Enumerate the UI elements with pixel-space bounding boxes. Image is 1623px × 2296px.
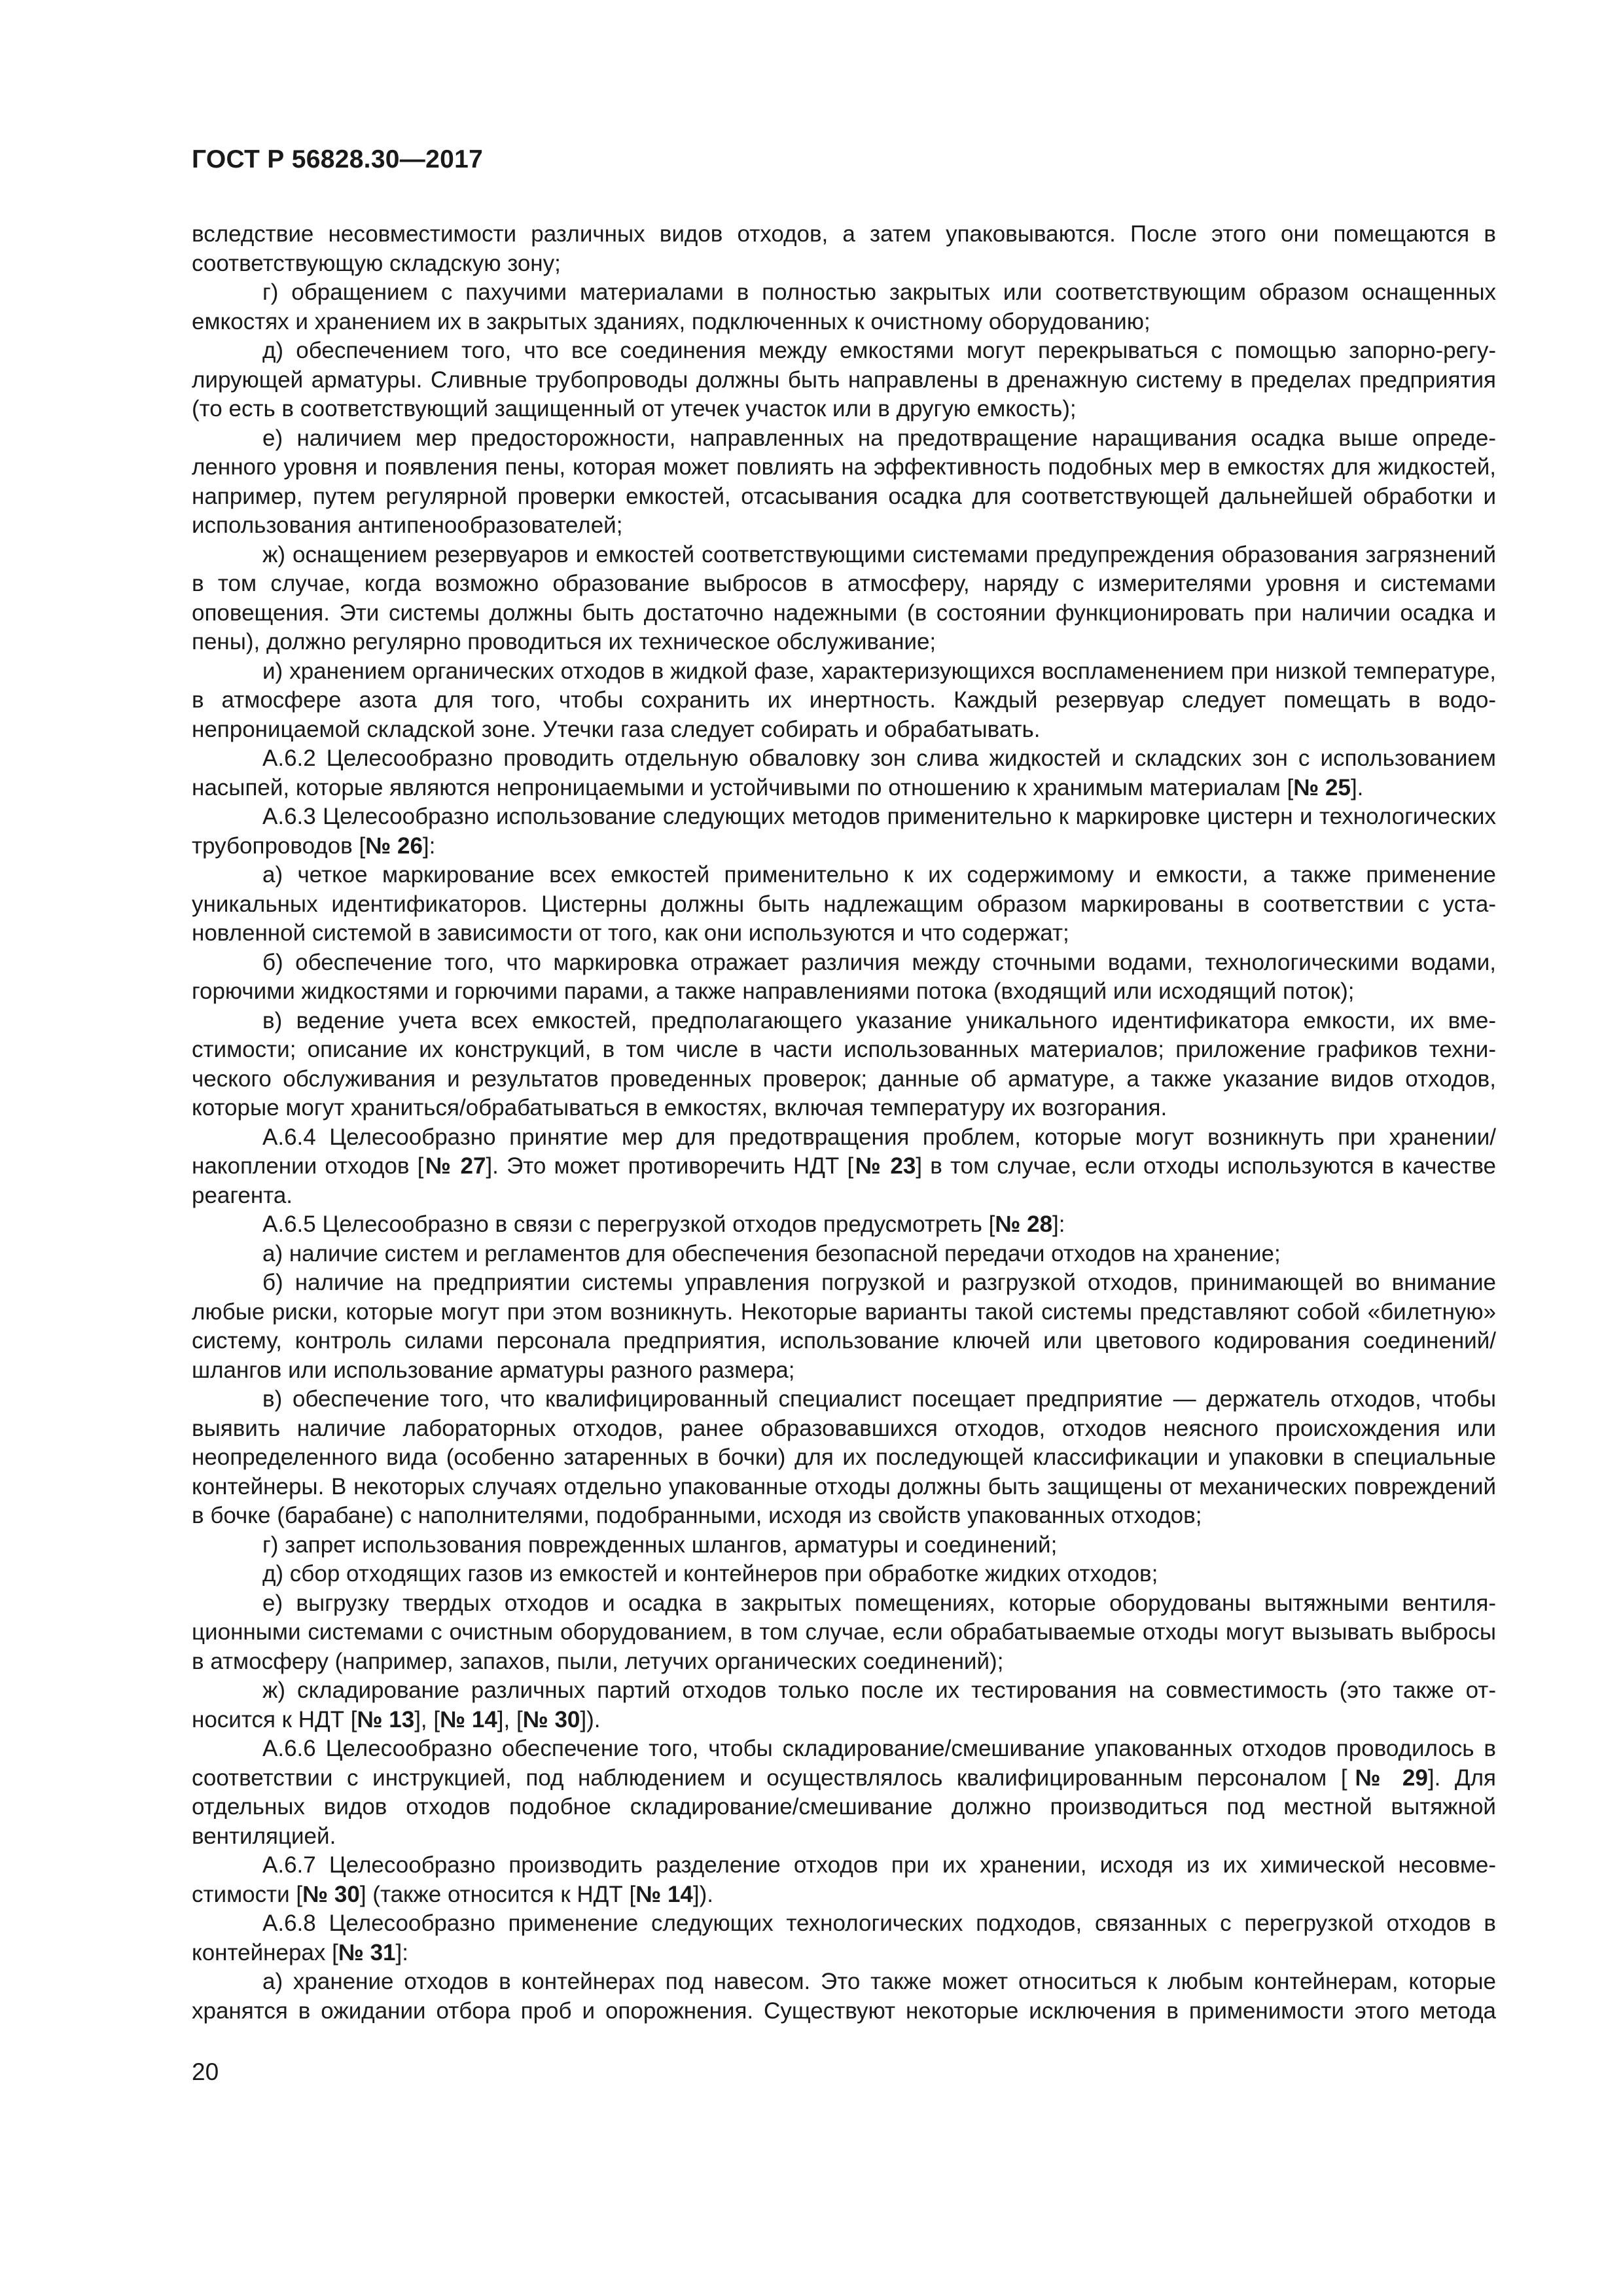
paragraph: д) обеспечением того, что все соединения между емкостями могут перекрываться с помощью запорно-регулирующей арматуры. Сливные трубопроводы должны быть направлены в дренажную систему в пределах предприятия (то есть в соответствующий защищенный от утечек участок или в другую емкость); [192,338,1496,422]
paragraph: б) наличие на предприятии системы управления погрузкой и разгрузкой отходов, принимающей во внимание любые риски, которые могут при этом возникнуть. Некоторые варианты такой системы представляют собой «билетную» систему, контроль силами персонала предприятия, использование ключей или цветового кодирования соединений/шлангов или использование арматуры разного размера; [192,1270,1496,1383]
paragraph: А.6.2 Целесообразно проводить отдельную обваловку зон слива жидкостей и складских зон с использованием насыпей, которые являются непроницаемыми и устойчивыми по отношению к хранимым материалам [№ 25]. [192,745,1496,800]
paragraph: А.6.7 Целесообразно производить разделение отходов при их хранении, исходя из их химической несовместимости [№ 30] (также относится к НДТ [№ 14]). [192,1852,1496,1907]
reference-number: № 31 [338,1939,396,1965]
paragraph: г) запрет использования поврежденных шлангов, арматуры и соединений; [262,1532,1058,1558]
reference-number: № 27 [423,1153,486,1179]
paragraph: г) обращением с пахучими материалами в полностью закрытых или соответствующим образом оснащенных емкостях и хранением их в закрытых зданиях, подключенных к очистному оборудованию; [192,279,1496,334]
reference-number: № 25 [1293,774,1351,800]
reference-number: № 13 [357,1706,415,1732]
paragraph: А.6.3 Целесообразно использование следующих методов применительно к маркировке цистерн и технологических трубопроводов [№ 26]: [192,804,1496,859]
reference-number: № 23 [853,1153,916,1179]
paragraph: А.6.4 Целесообразно принятие мер для предотвращения проблем, которые могут возникнуть при хранении/ накоплении отходов [№ 27]. Это может противоречить НДТ [№ 23] в том случае, если отходы используются в качестве реагента. [192,1124,1496,1208]
page-number: 20 [192,2058,219,2085]
paragraph: е) выгрузку твердых отходов и осадка в закрытых помещениях, которые оборудованы вытяжными вентиляционными системами с очистным оборудованием, в том случае, если обрабатываемые отходы могут вызывать выбросы в атмосферу (например, запахов, пыли, летучих органических соединений); [192,1590,1496,1674]
paragraph: а) наличие систем и регламентов для обеспечения безопасной передачи отходов на хранение; [262,1240,1281,1266]
paragraph: д) сбор отходящих газов из емкостей и контейнеров при обработке жидких отходов; [262,1561,1158,1587]
paragraph: б) обеспечение того, что маркировка отражает различия между сточными водами, технологическими водами, горючими жидкостями и горючими парами, а также направлениями потока (входящий или исходящий поток); [192,949,1496,1004]
reference-number: № 28 [995,1211,1053,1237]
paragraph: а) хранение отходов в контейнерах под навесом. Это также может относиться к любым контейнерам, которые хранятся в ожидании отбора проб и опорожнения. Существуют некоторые исключения в применимости этого метода [192,1969,1496,2024]
reference-number: № 14 [440,1706,497,1732]
paragraph: А.6.8 Целесообразно применение следующих технологических подходов, связанных с перегрузкой отходов в контейнерах [№ 31]: [192,1910,1496,1965]
reference-number: № 26 [365,833,423,859]
paragraph: е) наличием мер предосторожности, направленных на предотвращение наращивания осадка выше определенного уровня и появления пены, которая может повлиять на эффективность подобных мер в емкостях для жидкостей, например, путем регулярной проверки емкостей, отсасывания осадка для соответствующей дальнейшей обработки и использования антипенообразователей; [192,425,1496,538]
reference-number: № 30 [522,1706,580,1732]
paragraph: в) ведение учета всех емкостей, предполагающего указание уникального идентификатора емкости, их вместимости; описание их конструкций, в том числе в части использованных материалов; приложение графиков технического обслуживания и результатов проведенных проверок; данные об арматуре, а также указание видов отходов, которые могут храниться/обрабатываться в емкостях, включая температуру их возгорания. [192,1007,1496,1121]
paragraph: ж) оснащением резервуаров и емкостей соответствующими системами предупреждения образования загрязнений в том случае, когда возможно образование выбросов в атмосферу, наряду с измерителями уровня и системами оповещения. Эти системы должны быть достаточно надежными (в состоянии функционировать при наличии осадка и пены), должно регулярно проводиться их техническое обслуживание; [192,541,1496,655]
paragraph: вследствие несовместимости различных видов отходов, а затем упаковываются. После этого они помещаются в соответствующую складскую зону; [192,221,1496,276]
reference-number: № 30 [302,1881,360,1907]
reference-number: № 29 [1347,1765,1428,1791]
paragraph: и) хранением органических отходов в жидкой фазе, характеризующихся воспламенением при низкой температуре, в атмосфере азота для того, чтобы сохранить их инертность. Каждый резервуар следует помещать в водонепроницаемой складской зоне. Утечки газа следует собирать и обрабатывать. [192,658,1496,742]
paragraph: в) обеспечение того, что квалифицированный специалист посещает предприятие — держатель отходов, чтобы выявить наличие лабораторных отходов, ранее образовавшихся отходов, отходов неясного происхождения или неопределенного вида (особенно затаренных в бочки) для их последующей классификации и упаковки в специальные контейнеры. В некоторых случаях отдельно упакованные отходы должны быть защищены от механических повреждений в бочке (барабане) с наполнителями, подобранными, исходя из свойств упакованных отходов; [192,1386,1496,1528]
paragraph: А.6.5 Целесообразно в связи с перегрузкой отходов предусмотреть [№ 28]: [262,1211,1065,1237]
paragraph: ж) складирование различных партий отходов только после их тестирования на совместимость (это также относится к НДТ [№ 13], [№ 14], [№ 30]). [192,1677,1496,1732]
document-header: ГОСТ Р 56828.30—2017 [192,145,484,173]
reference-number: № 14 [635,1881,693,1907]
paragraph: а) четкое маркирование всех емкостей применительно к их содержимому и емкости, а также применение уникальных идентификаторов. Цистерны должны быть надлежащим образом маркированы в соответствии с установленной системой в зависимости от того, как они используются и что содержат; [192,862,1496,946]
paragraph: А.6.6 Целесообразно обеспечение того, чтобы складирование/смешивание упакованных отходов проводилось в соответствии с инструкцией, под наблюдением и осуществлялось квалифицированным персоналом [№ 29]. Для отдельных видов отходов подобное складирование/смешивание должно производиться под местной вытяжной вентиляцией. [192,1736,1497,1849]
document-body [192,220,1496,2026]
